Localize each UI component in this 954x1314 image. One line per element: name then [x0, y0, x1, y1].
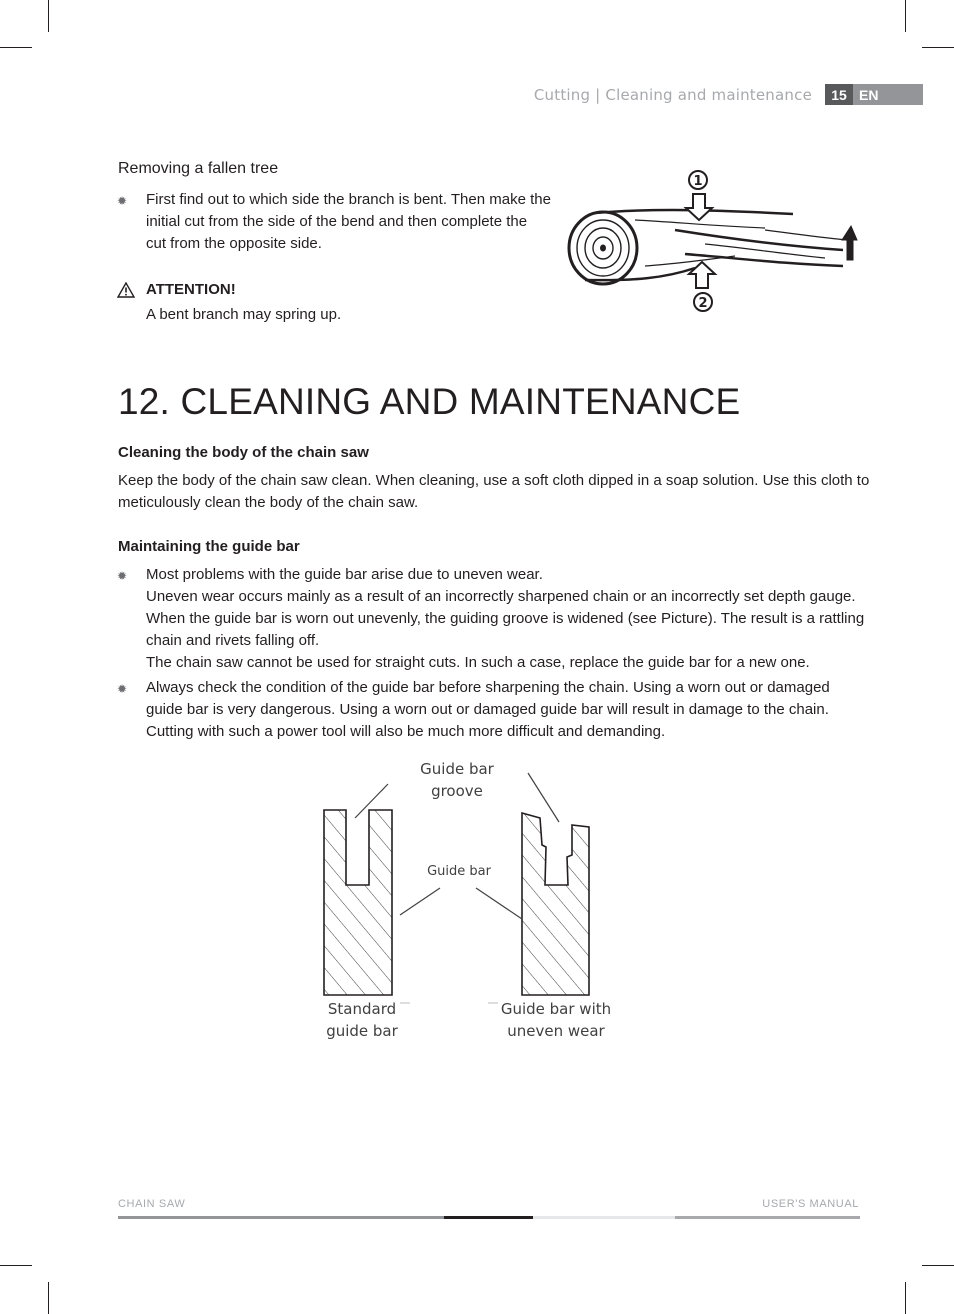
header-section-title: Cutting | Cleaning and maintenance — [533, 86, 812, 104]
guide-bar-heading: Maintaining the guide bar — [118, 538, 300, 555]
cut-step-2-label: 2 — [698, 296, 708, 311]
worn-guide-bar-shape — [522, 813, 589, 995]
label-line: Standard — [327, 1000, 397, 1018]
attention-title: ATTENTION! — [146, 281, 236, 298]
guide-bar-bullet-2 — [146, 677, 830, 743]
footer-manual: USER'S MANUAL — [762, 1198, 859, 1210]
page-number: 15 — [825, 84, 853, 105]
text-line: meticulously clean the body of the chain saw. — [118, 494, 419, 511]
footer-rule — [444, 1216, 533, 1219]
text-line: Always check the condition of the guide bar before sharpening the chain. Using a worn out or damaged — [146, 679, 830, 696]
text-line: Keep the body of the chain saw clean. When cleaning, use a soft cloth dipped in a soap solution. Use this cloth to — [118, 472, 870, 489]
crop-mark — [0, 1265, 32, 1266]
intro-bullet-text — [146, 189, 551, 255]
bar-label: Guide bar — [427, 864, 491, 879]
text-line: Most problems with the guide bar arise due to uneven wear. — [146, 566, 543, 583]
standard-guide-bar-shape — [324, 810, 392, 995]
groove-label — [400, 758, 514, 802]
label-line: guide bar — [326, 1022, 398, 1040]
crop-mark — [922, 1265, 954, 1266]
cleaning-text — [118, 470, 869, 514]
crop-mark — [48, 0, 49, 32]
label-line: uneven wear — [507, 1022, 605, 1040]
text-line: chain and rivets falling off. — [146, 632, 320, 649]
text-line: The chain saw cannot be used for straight cuts. In such a case, replace the guide bar for a new one. — [146, 654, 810, 671]
label-line: groove — [431, 782, 483, 800]
text-line: cut from the opposite side. — [146, 235, 322, 252]
crop-mark — [905, 1282, 906, 1314]
cleaning-heading: Cleaning the body of the chain saw — [118, 444, 369, 461]
footer-rule — [533, 1216, 675, 1219]
crop-mark — [48, 1282, 49, 1314]
worn-bar-label — [486, 998, 626, 1042]
bullet-icon: ✹ — [117, 569, 128, 583]
label-line: Guide bar — [420, 760, 494, 778]
crop-mark — [922, 47, 954, 48]
bullet-icon: ✹ — [117, 682, 128, 696]
crop-mark — [0, 47, 32, 48]
page-badge — [825, 84, 923, 105]
cut-step-1-label: 1 — [693, 174, 703, 189]
text-line: initial cut from the side of the bend and then complete the — [146, 213, 528, 230]
footer-rule — [118, 1216, 444, 1219]
footer-product: CHAIN SAW — [118, 1198, 186, 1210]
standard-bar-label — [306, 998, 418, 1042]
text-line: First find out to which side the branch is bent. Then make the — [146, 191, 551, 208]
guide-bar-bullet-1 — [146, 564, 864, 674]
fallen-tree-illustration — [565, 168, 861, 316]
intro-title: Removing a fallen tree — [118, 160, 279, 177]
bullet-icon: ✹ — [117, 194, 128, 208]
crop-mark — [905, 0, 906, 32]
text-line: When the guide bar is worn out unevenly, the guiding groove is widened (see Picture). The result is a rattling — [146, 610, 865, 627]
text-line: guide bar is very dangerous. Using a worn out or damaged guide bar will result in damage to the chain. — [146, 701, 829, 718]
text-line: Cutting with such a power tool will also be much more difficult and demanding. — [146, 723, 666, 740]
section-title: 12. CLEANING AND MAINTENANCE — [118, 381, 741, 422]
language-code: EN — [859, 86, 879, 103]
label-line: Guide bar with — [500, 1000, 612, 1018]
footer-rule — [675, 1216, 860, 1219]
text-line: Uneven wear occurs mainly as a result of an incorrectly sharpened chain or an incorrectly set depth gauge. — [146, 588, 856, 605]
attention-text: A bent branch may spring up. — [146, 306, 342, 323]
warning-icon — [117, 282, 135, 298]
